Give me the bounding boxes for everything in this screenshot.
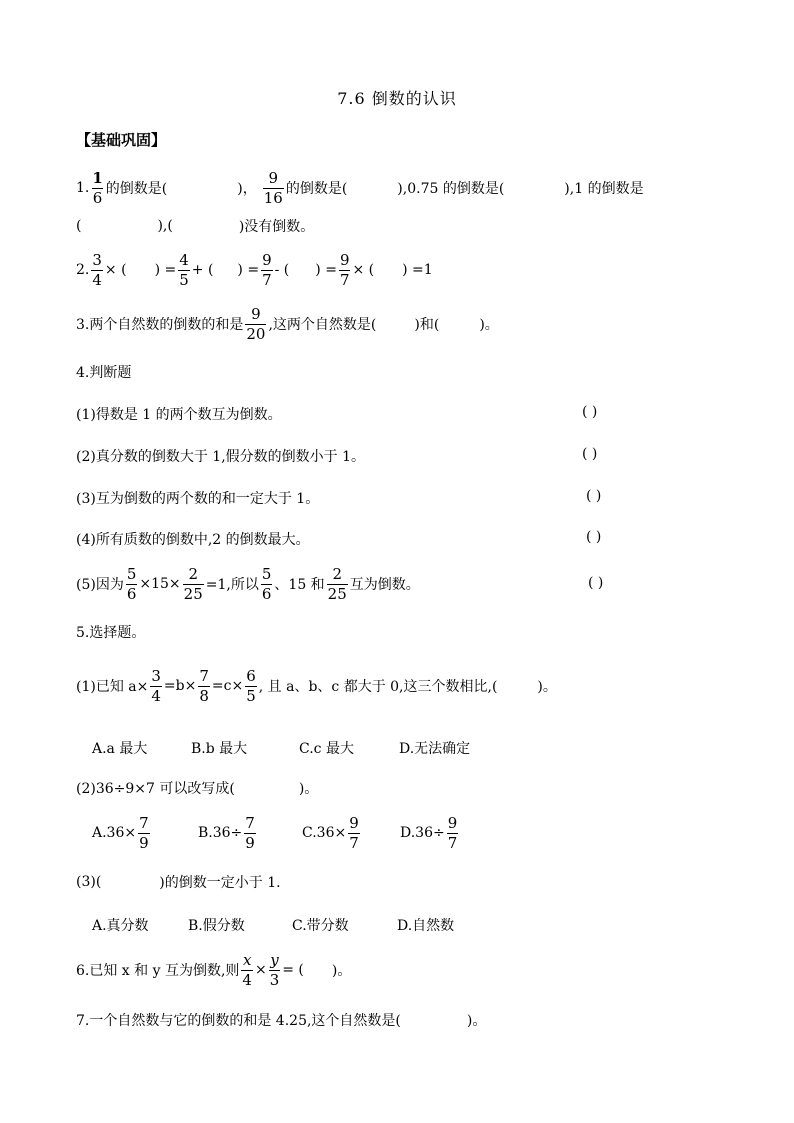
fraction: $\frac{1}{6}$ — [92, 168, 103, 207]
option-b[interactable]: B.假分数 — [188, 918, 245, 934]
question-4-heading: 4.判断题 — [76, 365, 132, 381]
fraction: $\frac{9}{20}$ — [246, 304, 266, 343]
fraction: $\frac{9}{7}$ — [262, 250, 272, 289]
answer-blank[interactable]: ( ) — [586, 529, 602, 545]
choice-2-options — [92, 811, 460, 855]
question-1: 1. $\frac{1}{6}$ 的倒数是( )， $\frac{9}{16}$ 的倒数是( ),0.75 的倒数是( ),1 的倒数是 — [76, 168, 644, 207]
choice-3: (3)( )的倒数一定小于 1. — [76, 874, 281, 891]
fraction: $\frac{2}{25}$ — [327, 564, 347, 603]
judge-item-1: (1)得数是 1 的两个数互为倒数。 — [76, 407, 282, 423]
question-1-line2: ( ),( )没有倒数。 — [76, 218, 315, 235]
fraction: $\frac{9}{16}$ — [263, 168, 283, 207]
fraction: $\frac{y}{3}$ — [269, 950, 280, 989]
page-title: 7.6 倒数的认识 — [337, 89, 457, 108]
question-7: 7.一个自然数与它的倒数的和是 4.25,这个自然数是( )。 — [76, 1013, 487, 1029]
option-c[interactable]: C.c 最大 — [299, 741, 354, 757]
judge-item-3: (3)互为倒数的两个数的和一定大于 1。 — [76, 491, 320, 507]
question-number: 2. — [76, 262, 90, 278]
question-number: 1. — [76, 180, 90, 196]
fraction: $\frac{4}{5}$ — [179, 250, 189, 289]
option-b[interactable]: B.36÷ $\frac{7}{9}$ — [198, 813, 255, 852]
answer-blank[interactable]: ( ) — [582, 446, 598, 462]
option-a[interactable]: A.真分数 — [92, 918, 149, 934]
section-heading: 【基础巩固】 — [76, 131, 167, 149]
option-b[interactable]: B.b 最大 — [191, 741, 248, 757]
fraction: $\frac{3}{4}$ — [151, 666, 161, 705]
option-a[interactable]: A.a 最大 — [92, 741, 148, 757]
answer-blank[interactable]: ( ) — [582, 404, 598, 420]
fraction: $\frac{x}{4}$ — [242, 950, 252, 989]
question-5-heading: 5.选择题。 — [76, 625, 146, 641]
question-2: 2. $\frac{3}{4}$ × ( ) = $\frac{4}{5}$ + ( ) = $\frac{9}{7}$ - ( ) = $\frac{9}{7}$ × ( ) =1 — [76, 250, 433, 289]
question-6: 6.已知 x 和 y 互为倒数,则 $\frac{x}{4}$ × $\frac{y}{3}$ = ( )。 — [76, 950, 352, 989]
fraction: $\frac{5}{6}$ — [261, 564, 272, 603]
fraction: $\frac{9}{7}$ — [339, 250, 350, 289]
choice-1: (1)已知 a× $\frac{3}{4}$ =b× $\frac{7}{8}$ =c× $\frac{6}{5}$ , 且 a、b、c 都大于 0,这三个数相比,( )。 — [76, 666, 557, 705]
judge-item-4: (4)所有质数的倒数中,2 的倒数最大。 — [76, 532, 310, 548]
fraction: $\frac{5}{6}$ — [126, 564, 137, 603]
option-c[interactable]: C.带分数 — [292, 918, 349, 934]
option-d[interactable]: D.自然数 — [397, 918, 455, 934]
option-d[interactable]: D.无法确定 — [399, 741, 471, 757]
answer-blank[interactable]: ( ) — [588, 575, 604, 591]
fraction: $\frac{7}{8}$ — [199, 666, 209, 705]
option-c[interactable]: C.36× $\frac{9}{7}$ — [302, 813, 359, 852]
judge-item-2: (2)真分数的倒数大于 1,假分数的倒数小于 1。 — [76, 449, 365, 465]
fraction: $\frac{6}{5}$ — [246, 666, 256, 705]
option-a[interactable]: A.36× $\frac{7}{9}$ — [92, 813, 149, 852]
question-3: 3.两个自然数的倒数的和是 $\frac{9}{20}$ ,这两个自然数是( )和( )。 — [76, 304, 499, 343]
option-d[interactable]: D.36÷ $\frac{9}{7}$ — [400, 813, 458, 852]
choice-2: (2)36÷9×7 可以改写成( )。 — [76, 781, 319, 797]
answer-blank[interactable]: ( ) — [586, 488, 602, 504]
fraction: $\frac{2}{25}$ — [183, 564, 203, 603]
fraction: $\frac{3}{4}$ — [92, 250, 102, 289]
judge-item-5: (5)因为 $\frac{5}{6}$ ×15× $\frac{2}{25}$ =1,所以 $\frac{5}{6}$ 、15 和 $\frac{2}{25}$ 互为倒数。 — [76, 564, 420, 603]
